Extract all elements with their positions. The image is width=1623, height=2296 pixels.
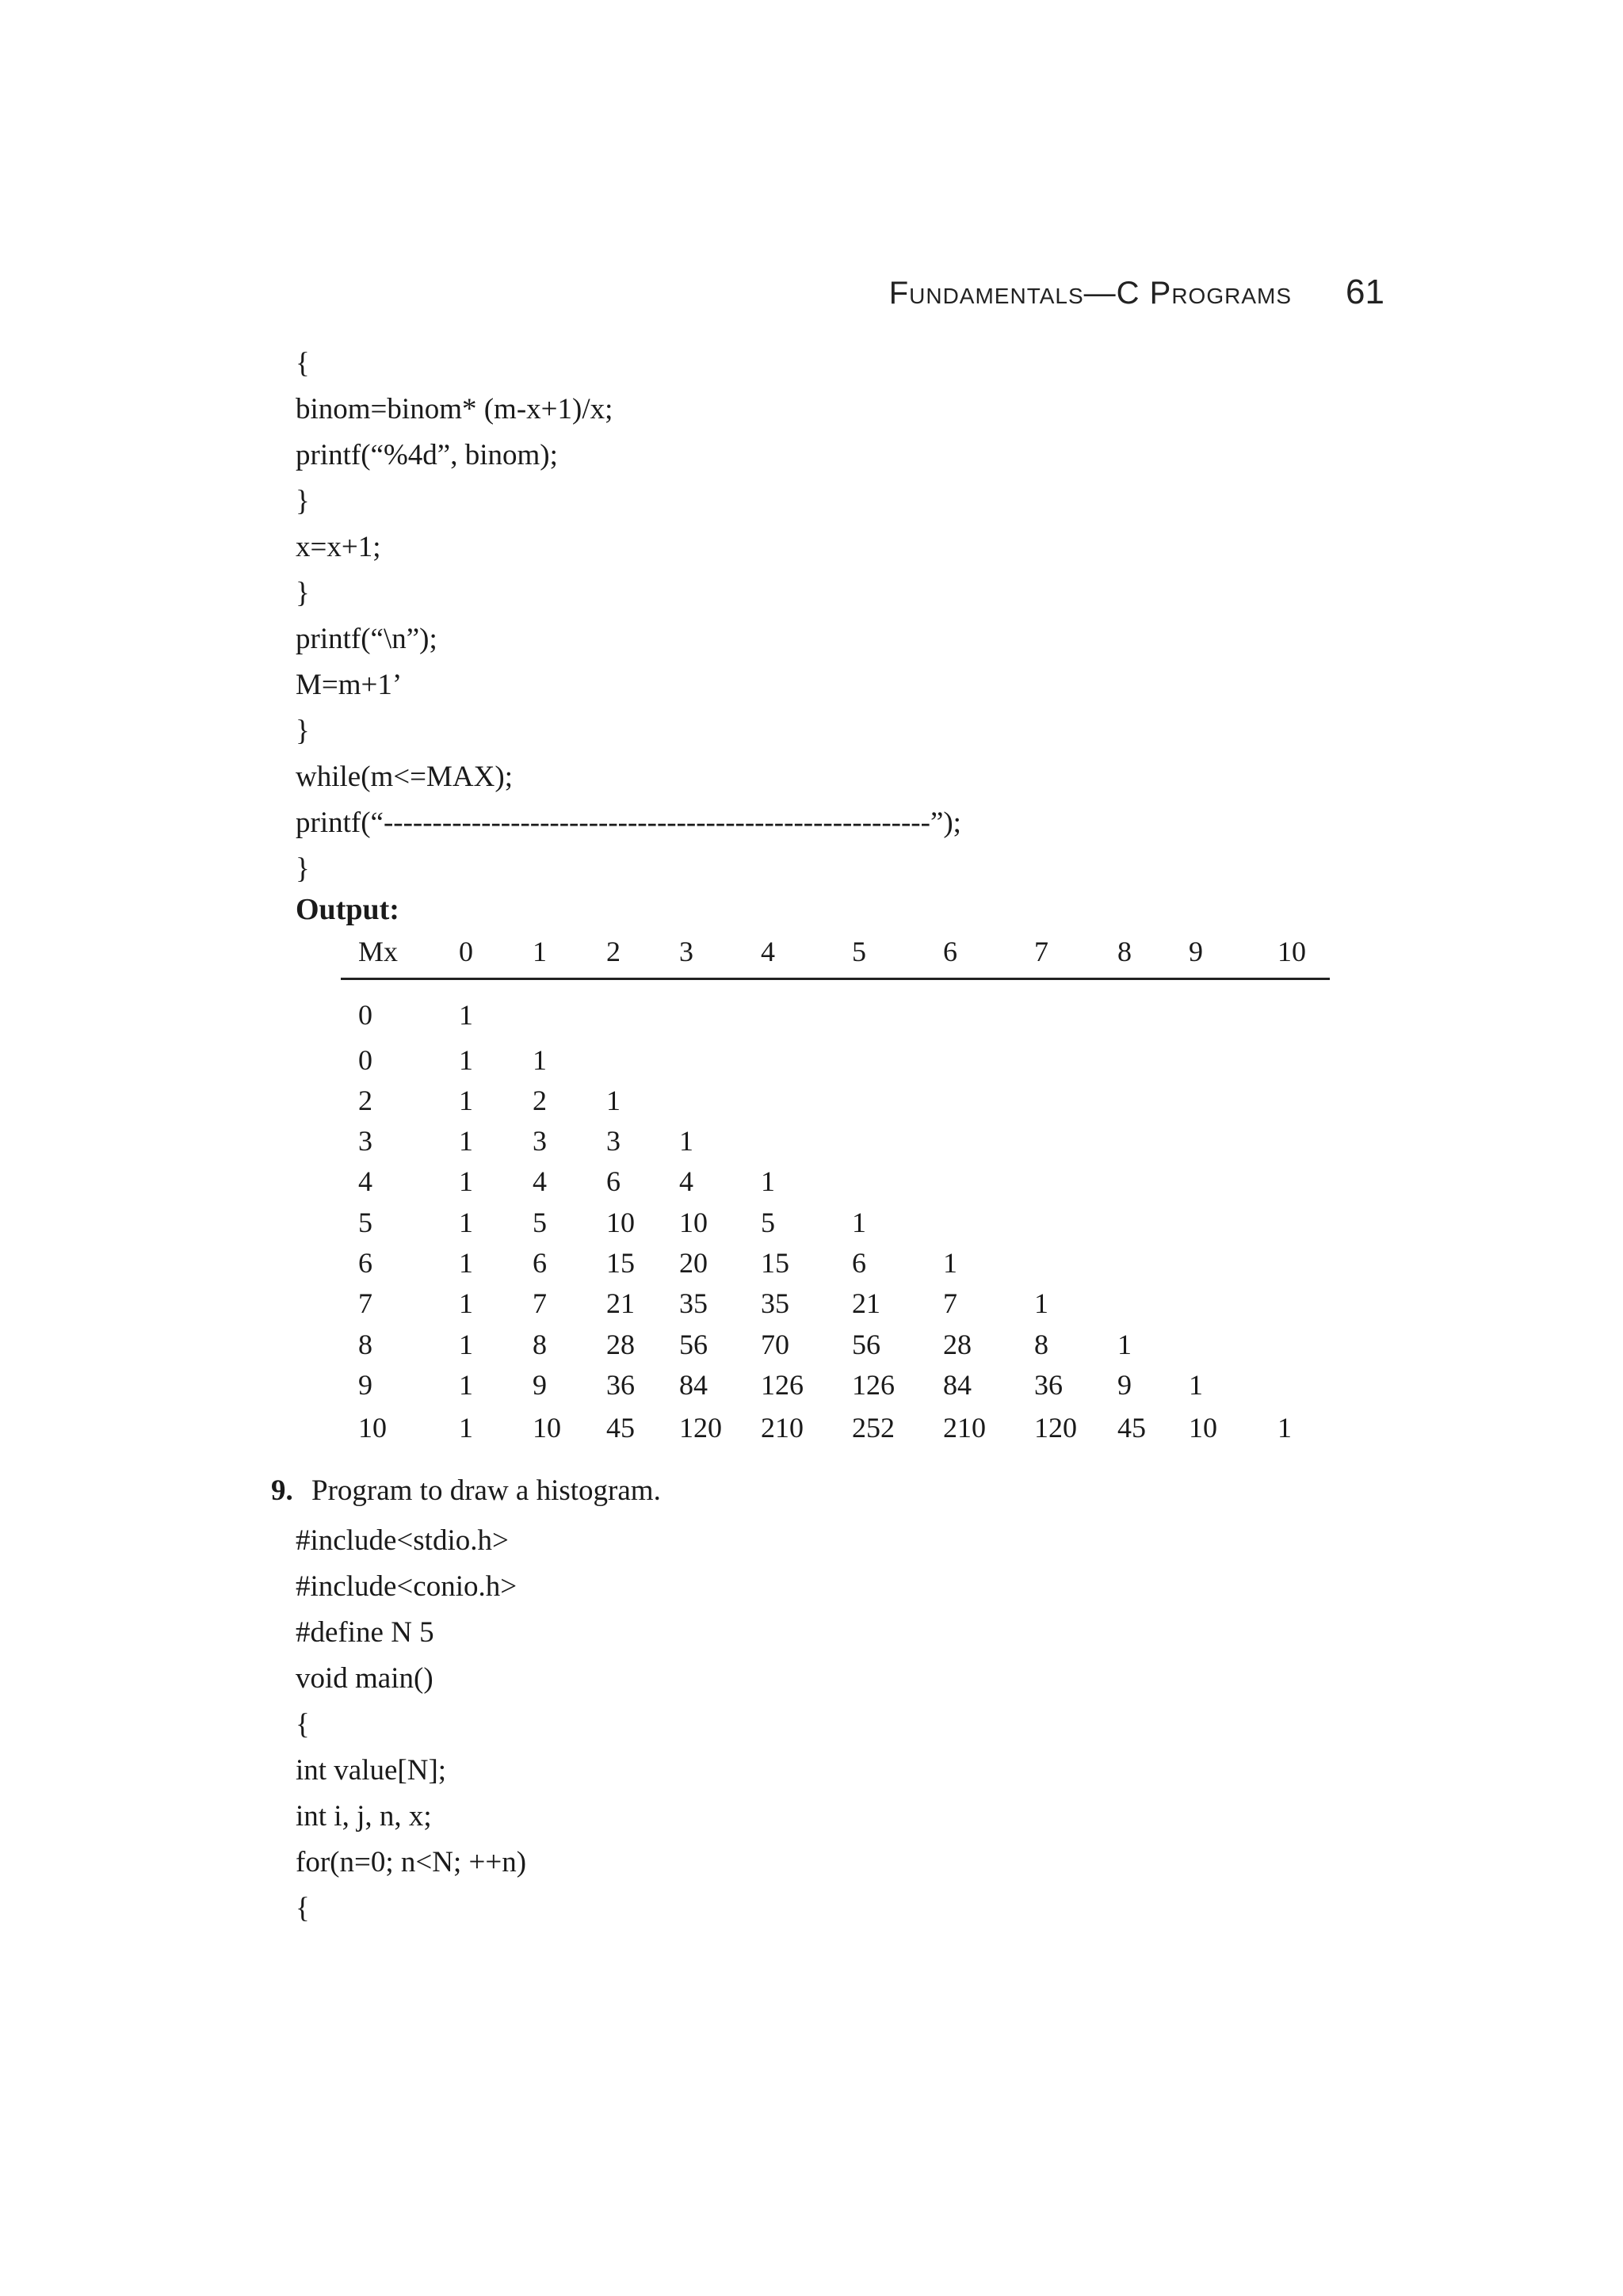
- table-cell: 8: [533, 1329, 547, 1360]
- table-cell: 1: [459, 1085, 473, 1116]
- table-cell: 0: [358, 1044, 372, 1076]
- code-line: printf(“%4d”, binom);: [296, 439, 558, 471]
- section-number: 9.: [271, 1474, 293, 1507]
- table-cell: 1: [459, 1125, 473, 1157]
- table-cell: 1: [459, 1247, 473, 1279]
- table-row: [0, 998, 1623, 1038]
- table-cell: 5: [358, 1207, 372, 1238]
- table-cell: 1: [679, 1125, 693, 1157]
- code-line: }: [296, 577, 310, 609]
- code-line: while(m<=MAX);: [296, 761, 513, 793]
- table-cell: 6: [852, 1247, 866, 1279]
- table-cell: 5: [761, 1207, 775, 1238]
- table-cell: 1: [459, 1044, 473, 1076]
- code-line: }: [296, 485, 310, 517]
- table-cell: 2: [358, 1085, 372, 1116]
- table-cell: 9: [358, 1369, 372, 1401]
- code-line: x=x+1;: [296, 531, 381, 563]
- code-line: {: [296, 1892, 310, 1924]
- table-header-cell: 6: [943, 936, 957, 967]
- code-line: {: [296, 347, 310, 379]
- code-line: #define N 5: [296, 1616, 434, 1649]
- output-label: Output:: [296, 893, 399, 926]
- table-row: [0, 1411, 1623, 1451]
- table-cell: 56: [679, 1329, 708, 1360]
- table-header-cell: Mx: [358, 936, 399, 967]
- table-cell: 70: [761, 1329, 789, 1360]
- table-cell: 1: [459, 1165, 473, 1197]
- code-line: int i, j, n, x;: [296, 1800, 432, 1833]
- table-cell: 4: [679, 1165, 693, 1197]
- table-cell: 1: [533, 1044, 547, 1076]
- table-cell: 252: [852, 1412, 895, 1444]
- table-cell: 35: [761, 1287, 789, 1319]
- table-header: [0, 935, 1623, 979]
- code-block-bottom: [296, 1518, 526, 1932]
- section-title: Program to draw a histogram.: [311, 1474, 661, 1507]
- table-row: [0, 1246, 1623, 1286]
- table-cell: 3: [533, 1125, 547, 1157]
- section-heading: [271, 1474, 661, 1508]
- code-line: printf(“\n”);: [296, 623, 437, 655]
- code-line: }: [296, 715, 310, 747]
- table-cell: 1: [459, 1207, 473, 1238]
- table-cell: 1: [1117, 1329, 1132, 1360]
- table-header-cell: 4: [761, 936, 775, 967]
- table-cell: 7: [358, 1287, 372, 1319]
- table-cell: 1: [459, 1369, 473, 1401]
- table-cell: 28: [606, 1329, 635, 1360]
- code-line: void main(): [296, 1662, 433, 1695]
- table-cell: 10: [606, 1207, 635, 1238]
- table-cell: 210: [761, 1412, 804, 1444]
- table-cell: 36: [1034, 1369, 1063, 1401]
- table-cell: 126: [852, 1369, 895, 1401]
- table-cell: 20: [679, 1247, 708, 1279]
- code-line: for(n=0; n<N; ++n): [296, 1846, 527, 1878]
- table-header-rule: [341, 978, 1330, 980]
- table-cell: 1: [459, 1412, 473, 1444]
- table-header-cell: 10: [1277, 936, 1306, 967]
- table-row: [0, 1287, 1623, 1326]
- code-line: binom=binom* (m-x+1)/x;: [296, 393, 613, 425]
- table-row: [0, 1165, 1623, 1204]
- table-cell: 6: [606, 1165, 621, 1197]
- table-cell: 1: [606, 1085, 621, 1116]
- table-row: [0, 1084, 1623, 1123]
- code-block-top: [296, 341, 961, 892]
- table-cell: 15: [606, 1247, 635, 1279]
- table-cell: 28: [943, 1329, 972, 1360]
- table-cell: 1: [1189, 1369, 1203, 1401]
- running-head: [0, 273, 1623, 323]
- table-cell: 1: [943, 1247, 957, 1279]
- table-cell: 6: [533, 1247, 547, 1279]
- table-row: [0, 1206, 1623, 1245]
- code-line: #include<conio.h>: [296, 1570, 517, 1603]
- table-cell: 36: [606, 1369, 635, 1401]
- code-line: }: [296, 852, 310, 885]
- table-cell: 56: [852, 1329, 880, 1360]
- table-header-cell: 7: [1034, 936, 1048, 967]
- table-cell: 84: [679, 1369, 708, 1401]
- table-cell: 45: [1117, 1412, 1146, 1444]
- table-cell: 3: [606, 1125, 621, 1157]
- table-cell: 21: [606, 1287, 635, 1319]
- table-cell: 210: [943, 1412, 986, 1444]
- table-cell: 126: [761, 1369, 804, 1401]
- table-cell: 1: [852, 1207, 866, 1238]
- table-cell: 3: [358, 1125, 372, 1157]
- table-cell: 7: [943, 1287, 957, 1319]
- table-cell: 4: [358, 1165, 372, 1197]
- table-cell: 1: [1277, 1412, 1292, 1444]
- table-cell: 9: [1117, 1369, 1132, 1401]
- table-cell: 1: [459, 1329, 473, 1360]
- table-cell: 10: [679, 1207, 708, 1238]
- table-header-cell: 8: [1117, 936, 1132, 967]
- table-header-cell: 2: [606, 936, 621, 967]
- table-cell: 4: [533, 1165, 547, 1197]
- table-header-cell: 3: [679, 936, 693, 967]
- table-header-cell: 1: [533, 936, 547, 967]
- table-row: [0, 1043, 1623, 1083]
- table-header-cell: 0: [459, 936, 473, 967]
- table-cell: 120: [679, 1412, 722, 1444]
- table-cell: 15: [761, 1247, 789, 1279]
- table-row: [0, 1368, 1623, 1408]
- table-cell: 84: [943, 1369, 972, 1401]
- table-cell: 1: [459, 999, 473, 1031]
- code-line: int value[N];: [296, 1754, 447, 1787]
- code-line: M=m+1’: [296, 669, 403, 701]
- table-cell: 1: [761, 1165, 775, 1197]
- code-line: printf(“--------------------------------------------------------”);: [296, 807, 961, 839]
- table-cell: 45: [606, 1412, 635, 1444]
- table-cell: 2: [533, 1085, 547, 1116]
- table-cell: 7: [533, 1287, 547, 1319]
- code-line: #include<stdio.h>: [296, 1524, 509, 1557]
- table-cell: 10: [1189, 1412, 1217, 1444]
- code-line: {: [296, 1708, 310, 1741]
- table-cell: 21: [852, 1287, 880, 1319]
- table-cell: 1: [1034, 1287, 1048, 1319]
- table-cell: 9: [533, 1369, 547, 1401]
- table-cell: 5: [533, 1207, 547, 1238]
- running-head-title: Fundamentals—C Programs: [888, 276, 1292, 311]
- table-cell: 8: [358, 1329, 372, 1360]
- table-row: [0, 1328, 1623, 1367]
- table-row: [0, 1124, 1623, 1164]
- table-cell: 120: [1034, 1412, 1077, 1444]
- table-cell: 0: [358, 999, 372, 1031]
- page-number: 61: [1346, 273, 1384, 311]
- table-cell: 10: [358, 1412, 387, 1444]
- table-cell: 6: [358, 1247, 372, 1279]
- table-cell: 1: [459, 1287, 473, 1319]
- table-cell: 8: [1034, 1329, 1048, 1360]
- table-cell: 35: [679, 1287, 708, 1319]
- table-cell: 10: [533, 1412, 561, 1444]
- table-header-cell: 5: [852, 936, 866, 967]
- table-header-cell: 9: [1189, 936, 1203, 967]
